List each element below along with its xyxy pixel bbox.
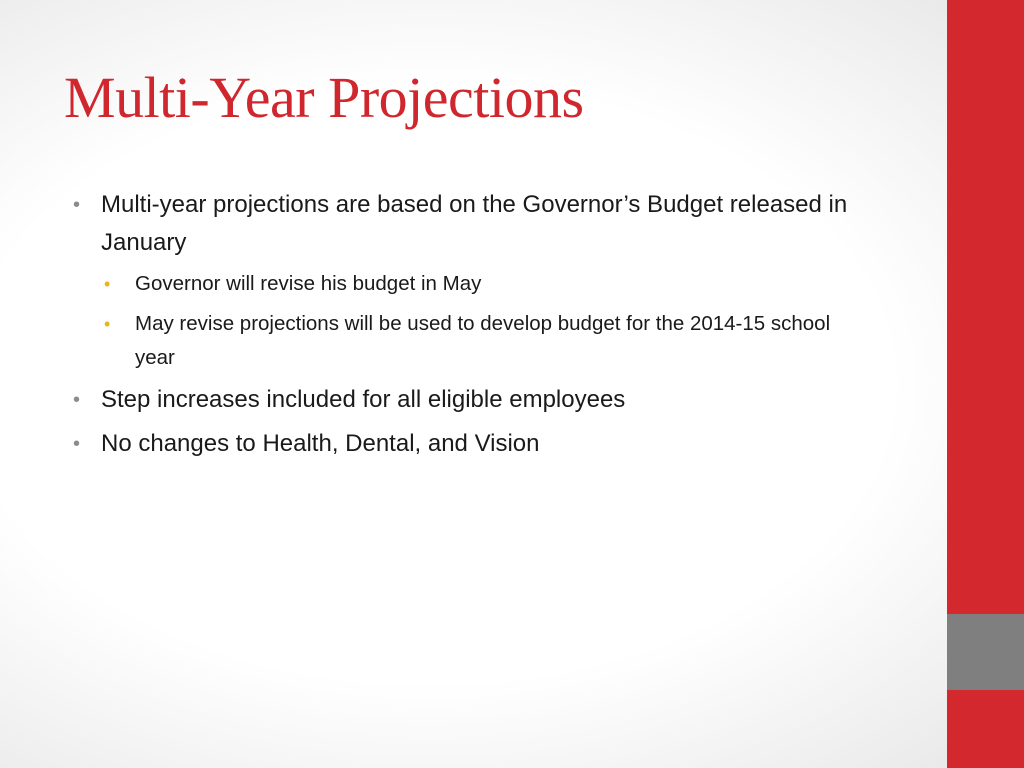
bullet-dot-icon: •: [73, 194, 81, 216]
sidebar-gray-block: [947, 614, 1024, 690]
sub-bullet-text: May revise projections will be used to develop budget for the 2014-15 school year: [135, 312, 831, 369]
sub-bullet-item: [101, 307, 870, 375]
sub-bullet-dot-icon: •: [104, 314, 111, 334]
bullet-item: [70, 425, 870, 463]
sub-bullet-dot-icon: •: [104, 274, 111, 294]
sidebar-red-bottom-block: [947, 690, 1024, 768]
decorative-sidebar: [947, 0, 1024, 768]
sub-bullet-text: Governor will revise his budget in May: [135, 272, 482, 295]
bullet-dot-icon: •: [73, 389, 81, 411]
sidebar-red-top-block: [947, 0, 1024, 614]
slide-title: Multi-Year Projections: [64, 65, 584, 130]
bullet-text: Step increases included for all eligible employees: [101, 386, 626, 413]
sub-bullet-item: [101, 267, 870, 301]
slide-content: [70, 186, 870, 469]
bullet-item: [70, 186, 870, 375]
bullet-dot-icon: •: [73, 433, 81, 455]
bullet-item: [70, 381, 870, 419]
bullet-list: [70, 186, 870, 463]
sub-bullet-list: [101, 267, 870, 375]
bullet-text: Multi-year projections are based on the Governor’s Budget released in January: [101, 191, 848, 256]
bullet-text: No changes to Health, Dental, and Vision: [101, 430, 540, 457]
